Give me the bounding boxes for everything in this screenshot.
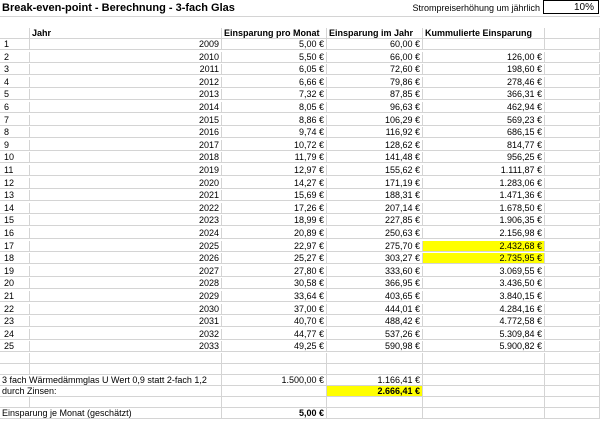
monthly-saving-cell[interactable]: 27,80 € xyxy=(222,266,327,277)
row-number[interactable]: 22 xyxy=(0,304,30,315)
cell[interactable] xyxy=(423,353,545,364)
empty-cell[interactable] xyxy=(545,190,600,201)
year-cell[interactable]: 2028 xyxy=(30,278,222,289)
year-cell[interactable]: 2020 xyxy=(30,178,222,189)
year-cell[interactable]: 2014 xyxy=(30,102,222,113)
monthly-value[interactable]: 5,00 € xyxy=(222,408,327,419)
table-row xyxy=(0,278,600,289)
table-row xyxy=(0,52,600,63)
monthly-saving-cell[interactable]: 33,64 € xyxy=(222,291,327,302)
cumulative-saving-cell[interactable]: 366,31 € xyxy=(423,89,545,100)
sheet-title[interactable]: Break-even-point - Berechnung - 3-fach Glas xyxy=(2,2,235,14)
cumulative-saving-cell[interactable]: 2.432,68 € xyxy=(423,241,545,252)
annual-saving-cell[interactable]: 128,62 € xyxy=(327,140,423,151)
monthly-saving-cell[interactable]: 11,79 € xyxy=(222,152,327,163)
row-number[interactable]: 7 xyxy=(0,115,30,126)
empty-cell[interactable] xyxy=(545,329,600,340)
empty-cell[interactable] xyxy=(545,215,600,226)
monthly-saving-cell[interactable]: 18,99 € xyxy=(222,215,327,226)
table-row xyxy=(0,115,600,126)
cell[interactable] xyxy=(30,397,222,408)
cell[interactable] xyxy=(30,353,222,364)
cell[interactable] xyxy=(222,364,327,375)
monthly-row xyxy=(0,408,600,419)
annual-saving-cell[interactable]: 403,65 € xyxy=(327,291,423,302)
row-number[interactable]: 19 xyxy=(0,266,30,277)
year-cell[interactable]: 2029 xyxy=(30,291,222,302)
annual-saving-cell[interactable]: 66,00 € xyxy=(327,52,423,63)
row-number[interactable]: 17 xyxy=(0,241,30,252)
year-cell[interactable]: 2032 xyxy=(30,329,222,340)
monthly-saving-cell[interactable]: 5,50 € xyxy=(222,52,327,63)
row-number[interactable]: 11 xyxy=(0,165,30,176)
table-row xyxy=(0,291,600,302)
header-corner[interactable] xyxy=(0,28,30,39)
monthly-saving-cell[interactable]: 8,05 € xyxy=(222,102,327,113)
monthly-saving-cell[interactable]: 40,70 € xyxy=(222,316,327,327)
monthly-label[interactable]: Einsparung je Monat (geschätzt) xyxy=(0,408,222,419)
annual-saving-cell[interactable]: 275,70 € xyxy=(327,241,423,252)
table-row xyxy=(0,329,600,340)
table-row xyxy=(0,127,600,138)
row-number[interactable]: 13 xyxy=(0,190,30,201)
row-number[interactable]: 18 xyxy=(0,253,30,264)
year-cell[interactable]: 2017 xyxy=(30,140,222,151)
row-number[interactable]: 2 xyxy=(0,52,30,63)
cumulative-saving-cell[interactable]: 686,15 € xyxy=(423,127,545,138)
empty-cell[interactable] xyxy=(545,178,600,189)
year-cell[interactable]: 2016 xyxy=(30,127,222,138)
rate-increase-label[interactable]: Strompreiserhöhung um jährlich xyxy=(412,3,540,13)
glass-cost[interactable]: 1.500,00 € xyxy=(222,375,327,386)
table-row xyxy=(0,203,600,214)
interest-value[interactable]: 2.666,41 € xyxy=(327,386,423,397)
cumulative-saving-cell[interactable]: 3.436,50 € xyxy=(423,278,545,289)
row-number[interactable]: 24 xyxy=(0,329,30,340)
annual-saving-cell[interactable]: 366,95 € xyxy=(327,278,423,289)
table-row xyxy=(0,190,600,201)
cumulative-saving-cell[interactable]: 4.772,58 € xyxy=(423,316,545,327)
monthly-saving-cell[interactable]: 37,00 € xyxy=(222,304,327,315)
year-cell[interactable]: 2022 xyxy=(30,203,222,214)
table-row xyxy=(0,316,600,327)
row-number[interactable]: 1 xyxy=(0,39,30,50)
empty-cell[interactable] xyxy=(545,241,600,252)
row-number[interactable]: 10 xyxy=(0,152,30,163)
cell[interactable] xyxy=(0,397,30,408)
annual-saving-cell[interactable]: 96,63 € xyxy=(327,102,423,113)
table-row xyxy=(0,341,600,352)
row-number[interactable]: 15 xyxy=(0,215,30,226)
cell[interactable] xyxy=(0,353,30,364)
row-number[interactable]: 8 xyxy=(0,127,30,138)
header-einsparung-monat[interactable]: Einsparung pro Monat xyxy=(222,28,327,39)
cell[interactable] xyxy=(222,397,327,408)
cell[interactable] xyxy=(327,408,423,419)
row-number[interactable]: 3 xyxy=(0,64,30,75)
year-cell[interactable]: 2021 xyxy=(30,190,222,201)
monthly-saving-cell[interactable]: 6,05 € xyxy=(222,64,327,75)
monthly-saving-cell[interactable]: 30,58 € xyxy=(222,278,327,289)
monthly-saving-cell[interactable]: 14,27 € xyxy=(222,178,327,189)
cell[interactable] xyxy=(0,364,30,375)
annual-saving-cell[interactable]: 333,60 € xyxy=(327,266,423,277)
table-row xyxy=(0,228,600,239)
annual-saving-cell[interactable]: 141,48 € xyxy=(327,152,423,163)
cell[interactable] xyxy=(327,364,423,375)
cumulative-saving-cell[interactable]: 2.156,98 € xyxy=(423,228,545,239)
cumulative-saving-cell[interactable]: 956,25 € xyxy=(423,152,545,163)
cumulative-saving-cell[interactable] xyxy=(423,39,545,50)
cell[interactable] xyxy=(545,353,600,364)
grid-line xyxy=(0,16,600,17)
year-cell[interactable]: 2019 xyxy=(30,165,222,176)
glass-row xyxy=(0,375,600,386)
row-number[interactable]: 4 xyxy=(0,77,30,88)
header-row xyxy=(0,28,600,39)
monthly-saving-cell[interactable]: 22,97 € xyxy=(222,241,327,252)
annual-saving-cell[interactable]: 303,27 € xyxy=(327,253,423,264)
blank-row xyxy=(0,364,600,375)
year-cell[interactable]: 2018 xyxy=(30,152,222,163)
annual-saving-cell[interactable]: 87,85 € xyxy=(327,89,423,100)
glass-label[interactable]: 3 fach Wärmedämmglas U Wert 0,9 statt 2-fach 1,2 xyxy=(0,375,222,386)
empty-cell[interactable] xyxy=(545,89,600,100)
interest-label[interactable]: durch Zinsen: xyxy=(0,386,222,397)
year-cell[interactable]: 2030 xyxy=(30,304,222,315)
monthly-saving-cell[interactable]: 49,25 € xyxy=(222,341,327,352)
rate-increase-input[interactable]: 10% xyxy=(543,0,599,14)
annual-saving-cell[interactable]: 207,14 € xyxy=(327,203,423,214)
year-cell[interactable]: 2024 xyxy=(30,228,222,239)
cell[interactable] xyxy=(423,386,545,397)
cumulative-saving-cell[interactable]: 3.069,55 € xyxy=(423,266,545,277)
annual-saving-cell[interactable]: 106,29 € xyxy=(327,115,423,126)
annual-saving-cell[interactable]: 116,92 € xyxy=(327,127,423,138)
row-number[interactable]: 25 xyxy=(0,341,30,352)
cumulative-saving-cell[interactable]: 278,46 € xyxy=(423,77,545,88)
table-row xyxy=(0,241,600,252)
row-number[interactable]: 16 xyxy=(0,228,30,239)
annual-saving-cell[interactable]: 537,26 € xyxy=(327,329,423,340)
cumulative-saving-cell[interactable]: 814,77 € xyxy=(423,140,545,151)
table-row xyxy=(0,64,600,75)
cell[interactable] xyxy=(423,364,545,375)
row-number[interactable]: 12 xyxy=(0,178,30,189)
cell[interactable] xyxy=(222,353,327,364)
annual-saving-cell[interactable]: 444,01 € xyxy=(327,304,423,315)
cumulative-saving-cell[interactable]: 3.840,15 € xyxy=(423,291,545,302)
annual-saving-cell[interactable]: 227,85 € xyxy=(327,215,423,226)
cell[interactable] xyxy=(423,408,545,419)
monthly-saving-cell[interactable]: 6,66 € xyxy=(222,77,327,88)
cumulative-saving-cell[interactable]: 4.284,16 € xyxy=(423,304,545,315)
row-number[interactable]: 21 xyxy=(0,291,30,302)
table-row xyxy=(0,102,600,113)
monthly-saving-cell[interactable]: 44,77 € xyxy=(222,329,327,340)
cumulative-saving-cell[interactable]: 5.309,84 € xyxy=(423,329,545,340)
annual-saving-cell[interactable]: 72,60 € xyxy=(327,64,423,75)
header-jahr[interactable]: Jahr xyxy=(30,28,222,39)
header-empty[interactable] xyxy=(545,28,600,39)
cumulative-saving-cell[interactable]: 1.906,35 € xyxy=(423,215,545,226)
cumulative-saving-cell[interactable]: 126,00 € xyxy=(423,52,545,63)
year-cell[interactable]: 2025 xyxy=(30,241,222,252)
table-row xyxy=(0,253,600,264)
monthly-saving-cell[interactable]: 25,27 € xyxy=(222,253,327,264)
empty-cell[interactable] xyxy=(545,266,600,277)
cumulative-saving-cell[interactable]: 2.735,95 € xyxy=(423,253,545,264)
cumulative-saving-cell[interactable]: 1.678,50 € xyxy=(423,203,545,214)
monthly-saving-cell[interactable]: 5,00 € xyxy=(222,39,327,50)
year-cell[interactable]: 2031 xyxy=(30,316,222,327)
empty-cell[interactable] xyxy=(545,127,600,138)
cell[interactable] xyxy=(545,397,600,408)
empty-cell[interactable] xyxy=(545,278,600,289)
cell[interactable] xyxy=(327,353,423,364)
row-number[interactable]: 23 xyxy=(0,316,30,327)
cumulative-saving-cell[interactable]: 462,94 € xyxy=(423,102,545,113)
year-cell[interactable]: 2015 xyxy=(30,115,222,126)
year-cell[interactable]: 2023 xyxy=(30,215,222,226)
empty-cell[interactable] xyxy=(545,341,600,352)
empty-cell[interactable] xyxy=(545,152,600,163)
table-row xyxy=(0,140,600,151)
empty-cell[interactable] xyxy=(545,228,600,239)
year-cell[interactable]: 2033 xyxy=(30,341,222,352)
table-row xyxy=(0,266,600,277)
cell[interactable] xyxy=(30,364,222,375)
cumulative-saving-cell[interactable]: 569,23 € xyxy=(423,115,545,126)
annual-saving-cell[interactable]: 590,98 € xyxy=(327,341,423,352)
monthly-saving-cell[interactable]: 8,86 € xyxy=(222,115,327,126)
year-cell[interactable]: 2013 xyxy=(30,89,222,100)
monthly-saving-cell[interactable]: 7,32 € xyxy=(222,89,327,100)
empty-cell[interactable] xyxy=(545,304,600,315)
empty-cell[interactable] xyxy=(545,77,600,88)
year-cell[interactable]: 2027 xyxy=(30,266,222,277)
empty-cell[interactable] xyxy=(545,165,600,176)
annual-saving-cell[interactable]: 188,31 € xyxy=(327,190,423,201)
cell[interactable] xyxy=(545,408,600,419)
monthly-saving-cell[interactable]: 20,89 € xyxy=(222,228,327,239)
table-row xyxy=(0,77,600,88)
monthly-saving-cell[interactable]: 15,69 € xyxy=(222,190,327,201)
empty-cell[interactable] xyxy=(545,291,600,302)
monthly-saving-cell[interactable]: 17,26 € xyxy=(222,203,327,214)
empty-cell[interactable] xyxy=(545,115,600,126)
table-row xyxy=(0,215,600,226)
empty-cell[interactable] xyxy=(545,102,600,113)
row-number[interactable]: 9 xyxy=(0,140,30,151)
table-row xyxy=(0,165,600,176)
header-einsparung-jahr[interactable]: Einsparung im Jahr xyxy=(327,28,423,39)
cumulative-saving-cell[interactable]: 1.471,36 € xyxy=(423,190,545,201)
empty-cell[interactable] xyxy=(545,140,600,151)
annual-saving-cell[interactable]: 488,42 € xyxy=(327,316,423,327)
year-cell[interactable]: 2009 xyxy=(30,39,222,50)
table-row xyxy=(0,178,600,189)
annual-saving-cell[interactable]: 79,86 € xyxy=(327,77,423,88)
monthly-saving-cell[interactable]: 9,74 € xyxy=(222,127,327,138)
cell[interactable] xyxy=(545,364,600,375)
empty-cell[interactable] xyxy=(545,316,600,327)
glass-alt-value[interactable]: 1.166,41 € xyxy=(327,375,423,386)
annual-saving-cell[interactable]: 60,00 € xyxy=(327,39,423,50)
table-row xyxy=(0,304,600,315)
empty-cell[interactable] xyxy=(545,52,600,63)
cell[interactable] xyxy=(327,397,423,408)
interest-row xyxy=(0,386,600,397)
empty-cell[interactable] xyxy=(545,253,600,264)
year-cell[interactable]: 2026 xyxy=(30,253,222,264)
cumulative-saving-cell[interactable]: 5.900,82 € xyxy=(423,341,545,352)
annual-saving-cell[interactable]: 250,63 € xyxy=(327,228,423,239)
annual-saving-cell[interactable]: 171,19 € xyxy=(327,178,423,189)
row-number[interactable]: 5 xyxy=(0,89,30,100)
year-cell[interactable]: 2012 xyxy=(30,77,222,88)
empty-cell[interactable] xyxy=(545,39,600,50)
cumulative-saving-cell[interactable]: 1.283,06 € xyxy=(423,178,545,189)
table-row xyxy=(0,39,600,50)
table-row xyxy=(0,152,600,163)
blank-row xyxy=(0,397,600,408)
empty-cell[interactable] xyxy=(545,64,600,75)
year-cell[interactable]: 2011 xyxy=(30,64,222,75)
cell[interactable] xyxy=(423,397,545,408)
year-cell[interactable]: 2010 xyxy=(30,52,222,63)
annual-saving-cell[interactable]: 155,62 € xyxy=(327,165,423,176)
cell[interactable] xyxy=(222,386,327,397)
header-kummuliert[interactable]: Kummulierte Einsparung xyxy=(423,28,545,39)
monthly-saving-cell[interactable]: 10,72 € xyxy=(222,140,327,151)
row-number[interactable]: 14 xyxy=(0,203,30,214)
table-row xyxy=(0,89,600,100)
cell[interactable] xyxy=(545,386,600,397)
cumulative-saving-cell[interactable]: 1.111,87 € xyxy=(423,165,545,176)
row-number[interactable]: 20 xyxy=(0,278,30,289)
empty-cell[interactable] xyxy=(545,203,600,214)
cumulative-saving-cell[interactable]: 198,60 € xyxy=(423,64,545,75)
cell[interactable] xyxy=(545,375,600,386)
monthly-saving-cell[interactable]: 12,97 € xyxy=(222,165,327,176)
row-number[interactable]: 6 xyxy=(0,102,30,113)
cell[interactable] xyxy=(423,375,545,386)
blank-row xyxy=(0,353,600,364)
